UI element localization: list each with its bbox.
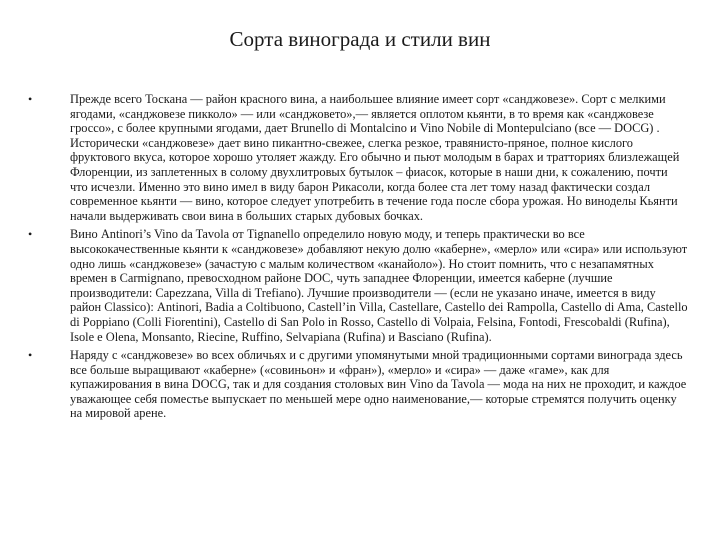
bullet-item (28, 227, 688, 344)
bullet-text: Наряду с «санджовезе» во всех обличьях и с другими упомянутыми мной традиционными сортами винограда здесь все больше выращивают «каберне» («совиньон» и «фран»), «мерло» и «сира» — даже «гаме», как для купажирования в вина DOCG, так и для создания столовых вин Vino da Tavola — мода на них не проходит, и каждое уважающее себя поместье выпускает по меньшей мере одно наименование,— которые стремятся получить оценку на мировой арене. (70, 348, 687, 421)
bullet-icon: • (28, 227, 33, 242)
bullet-icon: • (28, 92, 33, 106)
bullet-text: Прежде всего Тоскана — район красного вина, а наибольшее влияние имеет сорт «санджовезе». Сорт с мелкими ягодами, «санджовезе пикколо» — или «санджовето»,— является оплотом кьянти, в то время как «санджовезе гроссо», с более крупными ягодами, дает Brunello di Montalcino и Vino Nobile di Montepulciano (все — DOCG) . Исторически «санджовезе» дает вино пикантно-свежее, слегка резкое, травянисто-пряное, полное кислого фруктового вкуса, которое хорошо утоляет жажду. Его обычно и пьют молодым в барах и тратториях близлежащей Флоренции, из заплетенных в солому двухлитровых бутылок – фиасок, которые в наши дни, к сожалению, почти что исчезли. Именно это вино имел в виду барон Рикасоли, когда более ста лет тому назад фактически создал современное кьянти — вино, которое следует употребить в течение года после сбора урожая. Но виноделы Кьянти начали выдерживать свои вина в больших старых дубовых бочках. (70, 92, 680, 223)
bullet-item (28, 92, 688, 223)
bullet-icon: • (28, 348, 33, 363)
bullet-text: Вино Antinori’s Vino da Tavola от Tignanello определило новую моду, и теперь практически во все высококачественные кьянти к «санджовезе» добавляют некую долю «каберне», «мерло» или «сира» или используют одно лишь «санджовезе» (зачастую с малым количеством «канайоло»). Но стоит помнить, что с незапамятных времен в Carmignano, превосходном районе DOC, чуть западнее Флоренции, имеется каберне (лучшие производители: Capezzana, Villa di Trefiano). Лучшие производители — (если не указано иначе, имеется в виду район Classico): Antinori, Badia a Coltibuono, Castell’in Villa, Castellare, Castello dei Rampolla, Castello di Ama, Castello di Poppiano (Colli Fiorentini), Castello di San Polo in Rosso, Castello di Volpaia, Felsina, Fontodi, Frescobaldi (Rufina), Isole e Olena, Monsanto, Riecine, Ruffino, Selvapiana (Rufina) и Basciano (Rufina). (70, 227, 688, 344)
slide-title: Сорта винограда и стили вин (229, 27, 491, 51)
bullet-list (28, 92, 688, 425)
bullet-item (28, 348, 688, 421)
